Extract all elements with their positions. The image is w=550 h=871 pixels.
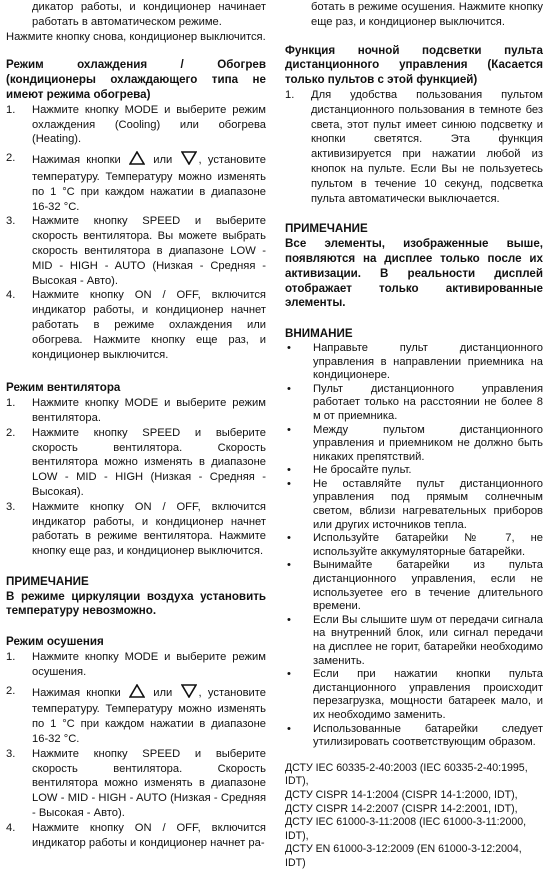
fan-mode-title: Режим вентилятора: [6, 381, 121, 395]
list-item: 1. Для удобства пользования пультом дистанционного пользования в темноте без света, этот пульт имеет синюю подсветку и кнопки светятся. Эта функция активизируется при нажатии любой из кнопок на пульте. Если Вы не пользуетесь пультом в течение 10 секунд, подсветка пульта автоматически выключается.: [285, 88, 543, 205]
cool-heat-title: Режим охлаждения / Обогрев (кондиционеры охлаждающего типа не имеют режима обогрева): [6, 58, 266, 101]
triangle-up-icon: [129, 151, 145, 170]
note-text: Все элементы, изображенные выше, появляются на дисплее только после их активизации. В реальности дисплей отображает только активированные элементы.: [285, 237, 543, 310]
note-title: ПРИМЕЧАНИЕ: [6, 574, 89, 588]
list-item: 1. Нажмите кнопку MODE и выберите режим вентилятора.: [6, 397, 266, 424]
list-item: • Если при нажатии кнопки пульта дистанционного управления происходит перезагрузка, мощности батареек мало, и их необходимо заменить.: [287, 668, 543, 721]
list-item: • Пульт дистанционного управления работает только на расстоянии не более 8 м от приемника.: [287, 382, 543, 422]
list-item: • Используйте батарейки № 7, не используйте аккумуляторные батарейки.: [287, 532, 543, 558]
list-item: • Вынимайте батарейки из пульта дистанционного управления, если не используетее его в течение длительного времени.: [287, 559, 543, 613]
list-item: 2. Нажимая кнопки или , установите температуру. Температуру можно изменять по 1 °С при каждом нажатии в диапазоне 16-32 °С.: [6, 152, 266, 213]
warning-list: [285, 342, 543, 750]
night-light-title: Функция ночной подсветки пульта дистанционного управления (Касается только пультов с этой функцией): [285, 43, 543, 87]
standard-line: ДСТУ CISPR 14-2:2007 (CISPR 14-2:2001, IDT),: [285, 802, 518, 815]
continued-text: ботать в режиме осушения. Нажмите кнопку еще раз, и кондиционер выключится.: [311, 1, 543, 28]
standard-line: ДСТУ IEC 61000-3-11:2008 (IEC 61000-3-11:2000, IDT),: [285, 816, 527, 842]
list-item: • Не оставляйте пульт дистанционного управления под прямым солнечным светом, вблизи нагревательных приборов или других источников тепла.: [287, 477, 543, 531]
list-item: • Между пультом дистанционного управления и приемником не должно быть никаких препятствий.: [287, 423, 543, 463]
continued-text: дикатор работы, и кондиционер начинает работать в автоматическом режиме.: [32, 1, 266, 28]
note-text: В режиме циркуляции воздуха установить температуру невозможно.: [6, 589, 266, 618]
standard-line: ДСТУ IEC 60335-2-40:2003 (IEC 60335-2-40:1995, IDT),: [285, 761, 528, 788]
list-item: • Не бросайте пульт.: [287, 464, 412, 477]
right-column: [285, 0, 543, 871]
list-item: 1. Нажмите кнопку MODE и выберите режим осушения.: [6, 651, 266, 678]
triangle-down-icon: [181, 684, 197, 703]
list-item: 3. Нажмите кнопку ON / OFF, включится индикатор работы, и кондиционер начнет работать в режиме вентилятора. Нажмите кнопку еще раз, и кондиционер выключится.: [6, 500, 266, 558]
list-item: 4. Нажмите кнопку ON / OFF, включится индикатор работы, и кондиционер начнет работать в режиме охлаждения или обогрева. Нажмите кнопку еще раз, и кондиционер выключится.: [6, 289, 266, 361]
list-item: 3. Нажмите кнопку SPEED и выберите скорость вентилятора. Вы можете выбрать скорость вентилятора в диапазоне LOW - MID - HIGH - AUTO (Низкая - Средняя - Высокая - Авто).: [6, 215, 266, 287]
list-item: 2. Нажмите кнопку SPEED и выберите скорость вентилятора. Скорость вентилятора можно изменять в диапазоне LOW - MID - HIGH (Низкая - Средняя - Высокая).: [6, 426, 266, 498]
list-item: 4. Нажмите кнопку ON / OFF, включится индикатор работы и кондиционер начнет ра-: [6, 821, 266, 849]
warning-title: ВНИМАНИЕ: [285, 327, 353, 341]
list-item: 1. Нажмите кнопку MODE и выберите режим охлаждения (Cooling) или обогрева (Heating).: [6, 103, 266, 146]
triangle-up-icon: [129, 684, 145, 703]
left-column: [6, 0, 266, 850]
list-item: • Использованные батарейки следует утилизировать соответствующим образом.: [287, 722, 543, 749]
standards-list: [285, 762, 543, 871]
standard-line: ДСТУ EN 61000-3-12:2009 (EN 61000-3-12:2004, IDT): [285, 843, 522, 869]
list-item: 2. Нажимая кнопки или , установите температуру. Температуру можно изменять по 1 °С при каждом нажатии в диапазоне 16-32 °С.: [6, 684, 266, 746]
list-item: 3. Нажмите кнопку SPEED и выберите скорость вентилятора. Скорость вентилятора можно изменять в диапазоне LOW - MID - HIGH - AUTO (Низкая - Средняя - Высокая - Авто).: [6, 747, 266, 820]
note-title: ПРИМЕЧАНИЕ: [285, 222, 368, 236]
press-again-text: Нажмите кнопку снова, кондиционер выключится.: [6, 30, 266, 43]
list-item: • Если Вы слышите шум от передачи сигнала на внутренний блок, или сигнал передачи на дисплее не горит, батарейки необходимо заменить.: [287, 613, 543, 667]
triangle-down-icon: [181, 151, 197, 170]
list-item: • Направьте пульт дистанционного управления в направлении приемника на кондиционере.: [287, 341, 543, 382]
dry-mode-title: Режим осушения: [6, 635, 104, 649]
standard-line: ДСТУ CISPR 14-1:2004 (CISPR 14-1:2000, IDT),: [285, 788, 518, 801]
